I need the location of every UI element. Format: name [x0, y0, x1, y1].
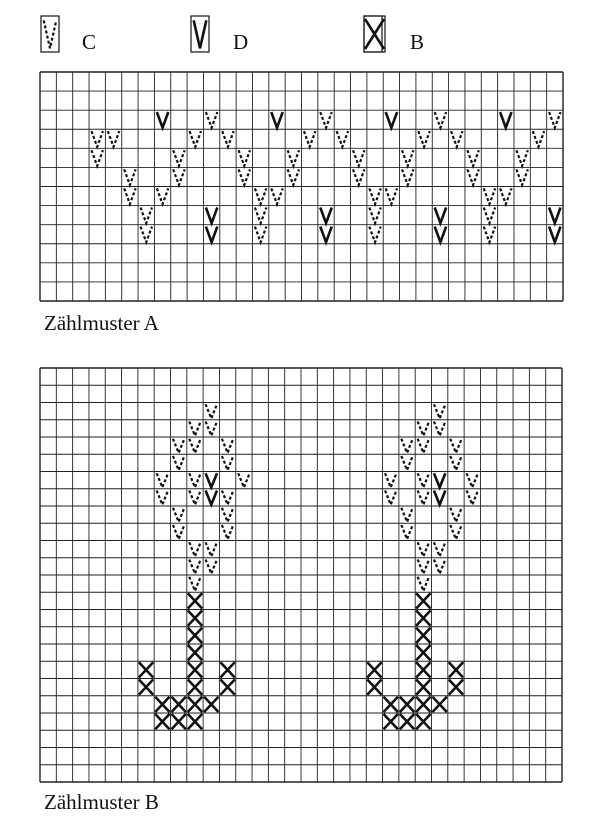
- chart-b-stitch-b: [188, 593, 202, 608]
- chart-b-stitch-b: [188, 714, 202, 729]
- chart-b-stitch-b: [384, 697, 398, 712]
- chart-b-stitch-c: [157, 473, 168, 487]
- chart-b-stitch-b: [416, 611, 430, 626]
- chart-a-stitch-c: [451, 131, 462, 147]
- chart-a-grid: [40, 72, 563, 301]
- chart-a-stitch-c: [549, 112, 560, 128]
- chart-a-stitch-c: [91, 150, 102, 166]
- chart-b-stitch-d: [206, 473, 217, 487]
- chart-a-stitch-c: [337, 131, 348, 147]
- chart-b-stitch-b: [172, 697, 186, 712]
- chart-b-stitch-b: [139, 680, 153, 695]
- chart-b-stitch-c: [173, 525, 184, 539]
- chart-a-stitch-c: [467, 150, 478, 166]
- chart-a-stitch-c: [435, 112, 446, 128]
- chart-b-stitch-c: [467, 490, 478, 504]
- chart-b-stitch-c: [189, 542, 200, 556]
- chart-a-stitch-c: [516, 150, 527, 166]
- chart-b-stitch-c: [222, 456, 233, 470]
- chart-a-stitch-c: [484, 207, 495, 223]
- chart-b-stitch-b: [155, 697, 169, 712]
- chart-b-stitch-b: [416, 628, 430, 643]
- chart-a-stitch-c: [271, 188, 282, 204]
- chart-b-stitch-b: [139, 662, 153, 677]
- chart-b-stitch-c: [206, 421, 217, 435]
- chart-b-stitch-b: [188, 645, 202, 660]
- chart-b-stitch-b: [449, 680, 463, 695]
- chart-a-stitch-d: [206, 227, 217, 243]
- chart-b-stitch-c: [206, 559, 217, 573]
- chart-b-stitch-c: [222, 490, 233, 504]
- chart-a-stitch-c: [320, 112, 331, 128]
- chart-a-stitch-c: [173, 150, 184, 166]
- chart-a-stitch-c: [353, 169, 364, 185]
- chart-b-stitch-b: [416, 662, 430, 677]
- chart-a-stitch-c: [484, 227, 495, 243]
- chart-b-stitch-b: [416, 714, 430, 729]
- chart-a-stitch-c: [157, 188, 168, 204]
- chart-b-stitch-b: [188, 628, 202, 643]
- chart-b-stitch-c: [418, 577, 429, 591]
- chart-b-stitch-c: [434, 542, 445, 556]
- chart-a-stitch-c: [206, 112, 217, 128]
- chart-a-stitch-c: [467, 169, 478, 185]
- chart-b-stitch-b: [367, 680, 381, 695]
- chart-a-stitch-c: [173, 169, 184, 185]
- chart-a-stitch-d: [549, 207, 560, 223]
- chart-a-stitch-c: [402, 169, 413, 185]
- chart-b-stitch-d: [434, 473, 445, 487]
- chart-b-stitch-b: [400, 714, 414, 729]
- chart-b-stitch-c: [434, 559, 445, 573]
- chart-a-stitch-c: [255, 188, 266, 204]
- legend-label-b: B: [410, 30, 425, 54]
- chart-b-stitch-c: [189, 559, 200, 573]
- chart-b-stitch-d: [434, 490, 445, 504]
- chart-a-stitch-d: [500, 112, 511, 128]
- chart-b-stitch-b: [367, 662, 381, 677]
- chart-b-stitch-b: [449, 662, 463, 677]
- chart-a-stitch-c: [500, 188, 511, 204]
- chart-a-stitch-c: [369, 207, 380, 223]
- chart-b-stitch-b: [416, 680, 430, 695]
- chart-b-stitch-c: [401, 525, 412, 539]
- chart-b-stitch-c: [189, 473, 200, 487]
- legend-label-c: C: [82, 30, 97, 54]
- chart-b-stitch-b: [188, 662, 202, 677]
- chart-b-stitch-c: [401, 456, 412, 470]
- chart-a-stitch-c: [255, 207, 266, 223]
- chart-b-stitch-b: [416, 645, 430, 660]
- chart-a-stitch-c: [141, 227, 152, 243]
- chart-a-stitch-c: [288, 169, 299, 185]
- chart-b-stitch-b: [220, 680, 234, 695]
- chart-a-stitch-c: [255, 227, 266, 243]
- chart-a-stitch-c: [386, 188, 397, 204]
- chart-b-stitch-b: [220, 662, 234, 677]
- chart-b-stitch-b: [416, 593, 430, 608]
- chart-b-stitch-c: [189, 577, 200, 591]
- chart-a-stitch-c: [533, 131, 544, 147]
- chart-b-stitch-c: [222, 508, 233, 522]
- legend-symbol-b: [364, 16, 385, 52]
- chart-a-stitch-c: [124, 188, 135, 204]
- chart-a-stitch-c: [304, 131, 315, 147]
- chart-b-stitch-b: [400, 697, 414, 712]
- chart-b-stitch-c: [157, 490, 168, 504]
- chart-b-stitch-b: [155, 714, 169, 729]
- chart-b-stitch-c: [189, 439, 200, 453]
- chart-b-stitch-c: [450, 508, 461, 522]
- chart-a-stitch-d: [271, 112, 282, 128]
- chart-b-stitch-c: [450, 456, 461, 470]
- chart-b-stitch-c: [385, 490, 396, 504]
- chart-a-stitch-d: [206, 207, 217, 223]
- chart-b-caption: Zählmuster B: [44, 790, 159, 814]
- chart-b-stitch-c: [401, 439, 412, 453]
- chart-a-stitch-c: [239, 150, 250, 166]
- chart-b-grid: [40, 368, 562, 782]
- chart-a-stitch-c: [239, 169, 250, 185]
- chart-a-stitch-c: [369, 227, 380, 243]
- chart-b-stitch-b: [384, 714, 398, 729]
- chart-b-stitch-b: [416, 697, 430, 712]
- chart-b-stitch-c: [173, 439, 184, 453]
- chart-a-stitch-c: [108, 131, 119, 147]
- chart-b-stitch-c: [401, 508, 412, 522]
- chart-b-stitch-c: [206, 404, 217, 418]
- chart-a-stitch-c: [402, 150, 413, 166]
- chart-b-stitch-c: [418, 542, 429, 556]
- chart-b-stitch-c: [434, 404, 445, 418]
- chart-b-stitch-d: [206, 490, 217, 504]
- chart-a-stitch-c: [418, 131, 429, 147]
- legend-symbol-c: [41, 16, 59, 52]
- chart-b-stitch-c: [385, 473, 396, 487]
- chart-b-stitch-c: [238, 473, 249, 487]
- chart-b-stitch-c: [450, 525, 461, 539]
- chart-b-stitch-c: [418, 490, 429, 504]
- chart-a-stitch-c: [141, 207, 152, 223]
- chart-b-stitch-b: [433, 697, 447, 712]
- chart-a-stitch-c: [124, 169, 135, 185]
- chart-a-caption: Zählmuster A: [44, 311, 159, 335]
- chart-a-stitch-c: [516, 169, 527, 185]
- chart-b-stitch-c: [222, 439, 233, 453]
- chart-b-stitch-c: [418, 439, 429, 453]
- chart-b-stitch-b: [188, 697, 202, 712]
- chart-a-stitch-c: [353, 150, 364, 166]
- chart-b-stitch-c: [467, 473, 478, 487]
- chart-b-stitch-b: [188, 611, 202, 626]
- chart-a-stitch-d: [320, 207, 331, 223]
- chart-b-stitch-c: [206, 542, 217, 556]
- chart-a-stitch-d: [157, 112, 168, 128]
- chart-b-stitch-c: [173, 508, 184, 522]
- chart-a-stitch-d: [549, 227, 560, 243]
- legend-label-d: D: [233, 30, 249, 54]
- chart-b-stitch-c: [418, 473, 429, 487]
- chart-b-stitch-c: [189, 490, 200, 504]
- chart-a-stitch-c: [369, 188, 380, 204]
- chart-b-stitch-c: [434, 421, 445, 435]
- chart-b-stitch-c: [418, 421, 429, 435]
- chart-b-stitch-c: [222, 525, 233, 539]
- chart-a-stitch-c: [484, 188, 495, 204]
- chart-a-stitch-d: [320, 227, 331, 243]
- chart-a-stitch-d: [386, 112, 397, 128]
- chart-a-stitch-d: [435, 207, 446, 223]
- chart-b-stitch-b: [204, 697, 218, 712]
- chart-b-stitch-c: [173, 456, 184, 470]
- legend-symbol-d: [191, 16, 209, 52]
- chart-a-stitch-c: [91, 131, 102, 147]
- chart-a-stitch-c: [222, 131, 233, 147]
- chart-b-stitch-b: [188, 680, 202, 695]
- chart-a-stitch-d: [435, 227, 446, 243]
- chart-b-stitch-b: [172, 714, 186, 729]
- chart-b-stitch-c: [418, 559, 429, 573]
- chart-b-stitch-c: [450, 439, 461, 453]
- chart-b-stitch-c: [189, 421, 200, 435]
- chart-a-stitch-c: [190, 131, 201, 147]
- chart-a-stitch-c: [288, 150, 299, 166]
